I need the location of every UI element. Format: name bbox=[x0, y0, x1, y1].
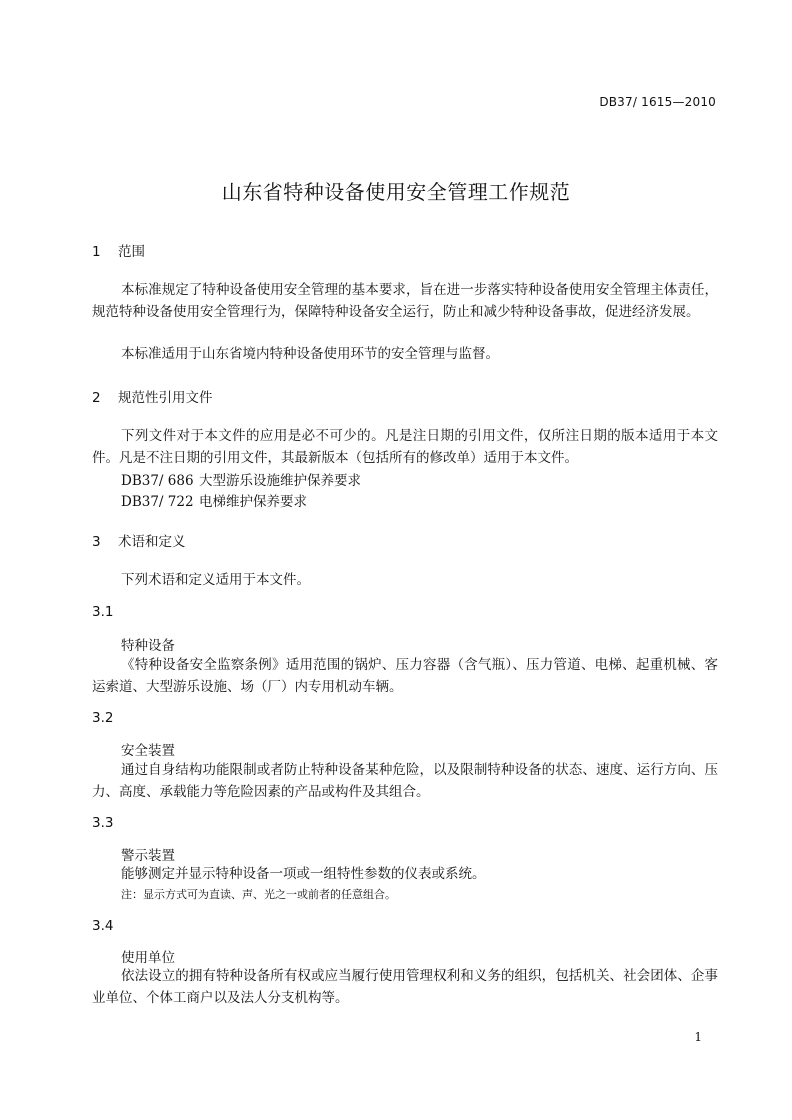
section-2-heading bbox=[92, 386, 213, 406]
section-1-heading bbox=[92, 240, 145, 260]
section-title: 术语和定义 bbox=[118, 534, 186, 550]
term-definition: 《特种设备安全监察条例》适用范围的锅炉、压力容器（含气瓶）、压力管道、电梯、起重机械、客运索道、大型游乐设施、场（厂）内专用机动车辆。 bbox=[92, 657, 718, 695]
reference-item bbox=[121, 490, 307, 510]
term-definition: 依法设立的拥有特种设备所有权或应当履行使用管理权利和义务的组织，包括机关、社会团体、企事业单位、个体工商户以及法人分支机构等。 bbox=[92, 968, 718, 1006]
term-number: 3.1 bbox=[92, 604, 114, 620]
section-3-heading bbox=[92, 530, 186, 550]
section-1-paragraph-1: 本标准规定了特种设备使用安全管理的基本要求，旨在进一步落实特种设备使用安全管理主体责任，规范特种设备使用安全管理行为，保障特种设备安全运行，防止和减少特种设备事故，促进经济发展。 bbox=[92, 282, 718, 320]
reference-title: 大型游乐设施维护保养要求 bbox=[199, 473, 361, 489]
document-title: 山东省特种设备使用安全管理工作规范 bbox=[221, 180, 571, 204]
term-number: 3.3 bbox=[92, 815, 114, 831]
reference-item bbox=[121, 469, 361, 489]
term-name: 使用单位 bbox=[121, 950, 175, 966]
term-number: 3.2 bbox=[92, 710, 114, 726]
term-definition: 通过自身结构功能限制或者防止特种设备某种危险，以及限制特种设备的状态、速度、运行方向、压力、高度、承载能力等危险因素的产品或构件及其组合。 bbox=[92, 762, 718, 800]
standard-number: DB37/ 1615—2010 bbox=[599, 95, 716, 109]
term-name: 警示装置 bbox=[121, 848, 175, 864]
term-name: 安全装置 bbox=[121, 743, 175, 759]
term-definition: 能够测定并显示特种设备一项或一组特性参数的仪表或系统。 bbox=[121, 866, 486, 882]
section-number: 1 bbox=[92, 244, 101, 260]
term-note: 注：显示方式可为直读、声、光之一或前者的任意组合。 bbox=[121, 888, 396, 901]
term-number: 3.4 bbox=[92, 918, 114, 934]
section-3-intro: 下列术语和定义适用于本文件。 bbox=[121, 572, 310, 588]
reference-code: DB37/ 686 bbox=[121, 473, 194, 489]
section-2-paragraph: 下列文件对于本文件的应用是必不可少的。凡是注日期的引用文件，仅所注日期的版本适用于本文件。凡是不注日期的引用文件，其最新版本（包括所有的修改单）适用于本文件。 bbox=[92, 428, 718, 466]
section-title: 规范性引用文件 bbox=[118, 390, 213, 406]
section-title: 范围 bbox=[118, 244, 145, 260]
section-number: 3 bbox=[92, 534, 101, 550]
section-number: 2 bbox=[92, 390, 101, 406]
section-1-paragraph-2: 本标准适用于山东省境内特种设备使用环节的安全管理与监督。 bbox=[121, 346, 499, 362]
page-number: 1 bbox=[694, 1030, 702, 1044]
reference-code: DB37/ 722 bbox=[121, 494, 194, 510]
reference-title: 电梯维护保养要求 bbox=[199, 494, 307, 510]
term-name: 特种设备 bbox=[121, 638, 175, 654]
